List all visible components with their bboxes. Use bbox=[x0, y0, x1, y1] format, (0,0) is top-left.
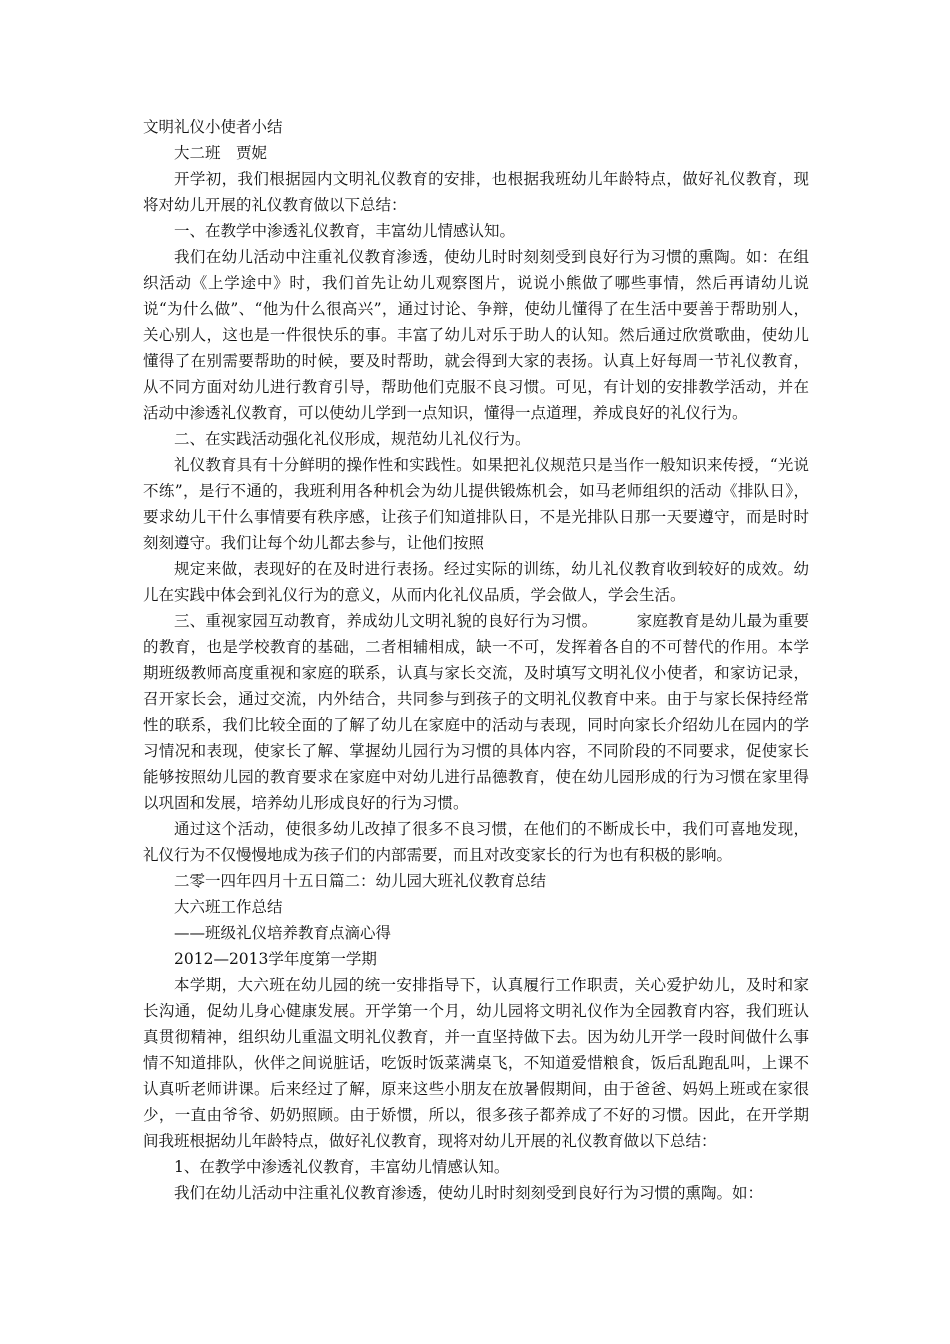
paragraph-section-2b: 规定来做，表现好的在及时进行表扬。经过实际的训练，幼儿礼仪教育收到较好的成效。幼儿在实践中体会到礼仪行为的意义，从而内化礼仪品质，学会做人，学会生活。 bbox=[143, 560, 809, 604]
date-and-part-two-title: 二零一四年四月十五日篇二：幼儿园大班礼仪教育总结 bbox=[174, 872, 547, 890]
document-title: 文明礼仪小使者小结 bbox=[143, 118, 283, 136]
part-two-term: 2012—2013学年度第一学期 bbox=[174, 950, 377, 968]
section-heading-2: 二、在实践活动强化礼仪形成，规范幼儿礼仪行为。 bbox=[174, 430, 531, 448]
paragraph-part-two-intro: 本学期，大六班在幼儿园的统一安排指导下，认真履行工作职责，关心爱护幼儿，及时和家长沟通，促幼儿身心健康发展。开学第一个月，幼儿园将文明礼仪作为全园教育内容，我们班认真贯彻精神，组织幼儿重温文明礼仪教育，并一直坚持做下去。因为幼儿开学一段时间做什么事情不知道排队，伙伴之间说脏话，吃饭时饭菜满桌飞，不知道爱惜粮食，饭后乱跑乱叫，上课不认真听老师讲课。后来经过了解，原来这些小朋友在放暑假期间，由于爸爸、妈妈上班或在家很少，一直由爷爷、奶奶照顾。由于娇惯，所以，很多孩子都养成了不好的习惯。因此，在开学期间我班根据幼儿年龄特点，做好礼仪教育，现将对幼儿开展的礼仪教育做以下总结： bbox=[143, 976, 809, 1150]
part-two-subtitle: ——班级礼仪培养教育点滴心得 bbox=[174, 924, 392, 942]
author-line: 大二班 贾妮 bbox=[174, 144, 268, 162]
paragraph-section-3: 三、重视家园互动教育，养成幼儿文明礼貌的良好行为习惯。 家庭教育是幼儿最为重要的教育，也是学校教育的基础，二者相辅相成，缺一不可，发挥着各自的不可替代的作用。本学期班级教师高度重视和家庭的联系，认真与家长交流，及时填写文明礼仪小使者，和家访记录，召开家长会，通过交流，内外结合，共同参与到孩子的文明礼仪教育中来。由于与家长保持经常性的联系，我们比较全面的了解了幼儿在家庭中的活动与表现，同时向家长介绍幼儿在园内的学习情况和表现，使家长了解、掌握幼儿园行为习惯的具体内容，不同阶段的不同要求，促使家长能够按照幼儿园的教育要求在家庭中对幼儿进行品德教育，使在幼儿园形成的行为习惯在家里得以巩固和发展，培养幼儿形成良好的行为习惯。 bbox=[143, 612, 809, 812]
paragraph-section-2a: 礼仪教育具有十分鲜明的操作性和实践性。如果把礼仪规范只是当作一般知识来传授，“光说不练”，是行不通的，我班利用各种机会为幼儿提供锻炼机会，如马老师组织的活动《排队日》，要求幼儿干什么事情要有秩序感，让孩子们知道排队日，不是光排队日那一天要遵守，而是时时刻刻遵守。我们让每个幼儿都去参与，让他们按照 bbox=[143, 456, 809, 552]
part-two-section-heading-1: 1、在教学中渗透礼仪教育，丰富幼儿情感认知。 bbox=[174, 1158, 510, 1176]
part-two-heading: 大六班工作总结 bbox=[174, 898, 283, 916]
section-heading-1: 一、在教学中渗透礼仪教育，丰富幼儿情感认知。 bbox=[174, 222, 516, 240]
paragraph-section-1: 我们在幼儿活动中注重礼仪教育渗透，使幼儿时时刻刻受到良好行为习惯的熏陶。如：在组织活动《上学途中》时，我们首先让幼儿观察图片，说说小熊做了哪些事情，然后再请幼儿说说“为什么做”、“他为什么很高兴”，通过讨论、争辩，使幼儿懂得了在生活中要善于帮助别人，关心别人，这也是一件很快乐的事。丰富了幼儿对乐于助人的认知。然后通过欣赏歌曲，使幼儿懂得了在别需要帮助的时候，要及时帮助，就会得到大家的表扬。认真上好每周一节礼仪教育，从不同方面对幼儿进行教育引导，帮助他们克服不良习惯。可见，有计划的安排教学活动，并在活动中渗透礼仪教育，可以使幼儿学到一点知识，懂得一点道理，养成良好的礼仪行为。 bbox=[143, 248, 809, 422]
paragraph-part-two-section-1: 我们在幼儿活动中注重礼仪教育渗透，使幼儿时时刻刻受到良好行为习惯的熏陶。如： bbox=[174, 1184, 764, 1202]
paragraph-intro: 开学初，我们根据园内文明礼仪教育的安排，也根据我班幼儿年龄特点，做好礼仪教育，现将对幼儿开展的礼仪教育做以下总结： bbox=[143, 170, 809, 214]
document-body bbox=[143, 114, 809, 1206]
paragraph-conclusion: 通过这个活动，使很多幼儿改掉了很多不良习惯，在他们的不断成长中，我们可喜地发现，礼仪行为不仅慢慢地成为孩子们的内部需要，而且对改变家长的行为也有积极的影响。 bbox=[143, 820, 809, 864]
